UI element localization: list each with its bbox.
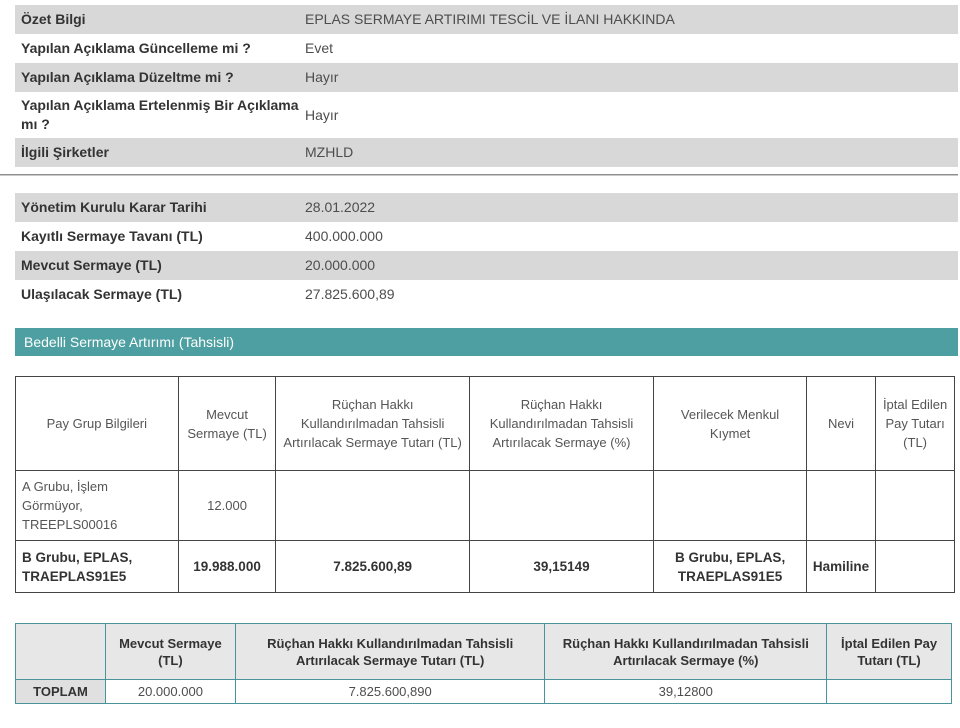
table-cell <box>806 471 875 541</box>
info-row <box>15 193 958 222</box>
table-header-cell: Pay Grup Bilgileri <box>16 377 179 471</box>
info-row-value: 28.01.2022 <box>305 199 376 215</box>
table-cell: B Grubu, EPLAS, TRAEPLAS91E5 <box>654 541 807 593</box>
info-row <box>15 5 958 34</box>
info-row-value: EPLAS SERMAYE ARTIRIMI TESCİL VE İLANI HAKKINDA <box>305 11 675 27</box>
info-row <box>15 138 958 167</box>
summary-value-cell: 7.825.600,890 <box>235 680 545 704</box>
info-row-value: MZHLD <box>305 144 354 160</box>
info-row <box>15 280 958 309</box>
table-cell <box>876 471 955 541</box>
summary-total-row <box>16 680 952 704</box>
summary-header-cell: Rüçhan Hakkı Kullandırılmadan Tahsisli Artırılacak Sermaye Tutarı (TL) <box>235 624 545 680</box>
table-header-cell: Rüçhan Hakkı Kullandırılmadan Tahsisli Artırılacak Sermaye (%) <box>469 377 653 471</box>
table-cell: B Grubu, EPLAS, TRAEPLAS91E5 <box>16 541 179 593</box>
info-row-label: Yönetim Kurulu Karar Tarihi <box>21 199 207 215</box>
capital-increase-table-body <box>16 471 955 593</box>
table-cell: Hamiline <box>806 541 875 593</box>
info-row-value: Evet <box>305 40 334 56</box>
summary-value-cell: 39,12800 <box>545 680 827 704</box>
info-row-value: 400.000.000 <box>305 228 383 244</box>
info-row <box>15 251 958 280</box>
table-cell: 39,15149 <box>469 541 653 593</box>
info-row-value: Hayır <box>305 69 339 85</box>
capital-increase-table-head <box>16 377 955 471</box>
info-row-label: Yapılan Açıklama Güncelleme mi ? <box>21 40 251 56</box>
table-row <box>16 541 955 593</box>
table-cell <box>876 541 955 593</box>
table-cell: 7.825.600,89 <box>276 541 469 593</box>
total-summary-table-head <box>16 624 952 680</box>
summary-header-cell: Rüçhan Hakkı Kullandırılmadan Tahsisli Artırılacak Sermaye (%) <box>545 624 827 680</box>
info-row-label: Yapılan Açıklama Düzeltme mi ? <box>21 69 234 85</box>
info-row <box>15 34 958 63</box>
table-cell <box>276 471 469 541</box>
info-row-value: 27.825.600,89 <box>305 286 395 302</box>
summary-header-cell: Mevcut Sermaye (TL) <box>105 624 235 680</box>
info-row-value: Hayır <box>305 106 339 123</box>
info-row <box>15 92 958 138</box>
summary-header-cell: İptal Edilen Pay Tutarı (TL) <box>827 624 952 680</box>
table-header-cell: Nevi <box>806 377 875 471</box>
summary-value-cell: 20.000.000 <box>105 680 235 704</box>
table-header-cell: Rüçhan Hakkı Kullandırılmadan Tahsisli Artırılacak Sermaye Tutarı (TL) <box>276 377 469 471</box>
info-row-value: 20.000.000 <box>305 257 376 273</box>
section-header-title: Bedelli Sermaye Artırımı (Tahsisli) <box>24 334 235 350</box>
info-row-label: Ulaşılacak Sermaye (TL) <box>21 286 183 302</box>
summary-total-label: TOPLAM <box>16 680 106 704</box>
table-row <box>16 471 955 541</box>
info-row <box>15 222 958 251</box>
table-cell: A Grubu, İşlem Görmüyor, TREEPLS00016 <box>16 471 179 541</box>
table-header-cell: Verilecek Menkul Kıymet <box>654 377 807 471</box>
info-row-label: Kayıtlı Sermaye Tavanı (TL) <box>21 228 203 244</box>
info-row-label: Yapılan Açıklama Ertelenmiş Bir Açıklama mı ? <box>21 97 299 132</box>
table-cell: 12.000 <box>178 471 276 541</box>
total-summary-table <box>15 623 952 704</box>
table-cell <box>654 471 807 541</box>
info-row-label: İlgili Şirketler <box>21 144 109 160</box>
table-cell: 19.988.000 <box>178 541 276 593</box>
table-cell <box>469 471 653 541</box>
info-row-label: Mevcut Sermaye (TL) <box>21 257 162 273</box>
summary-header-cell <box>16 624 106 680</box>
capital-info-block <box>15 193 958 309</box>
section-divider <box>0 174 958 176</box>
capital-increase-table <box>15 376 955 593</box>
summary-value-cell <box>827 680 952 704</box>
table-header-cell: Mevcut Sermaye (TL) <box>178 377 276 471</box>
general-info-block <box>15 5 958 167</box>
info-row <box>15 63 958 92</box>
table-header-cell: İptal Edilen Pay Tutarı (TL) <box>876 377 955 471</box>
total-summary-table-body <box>16 680 952 704</box>
section-header-bar <box>15 328 958 356</box>
info-row-label: Özet Bilgi <box>21 11 86 27</box>
